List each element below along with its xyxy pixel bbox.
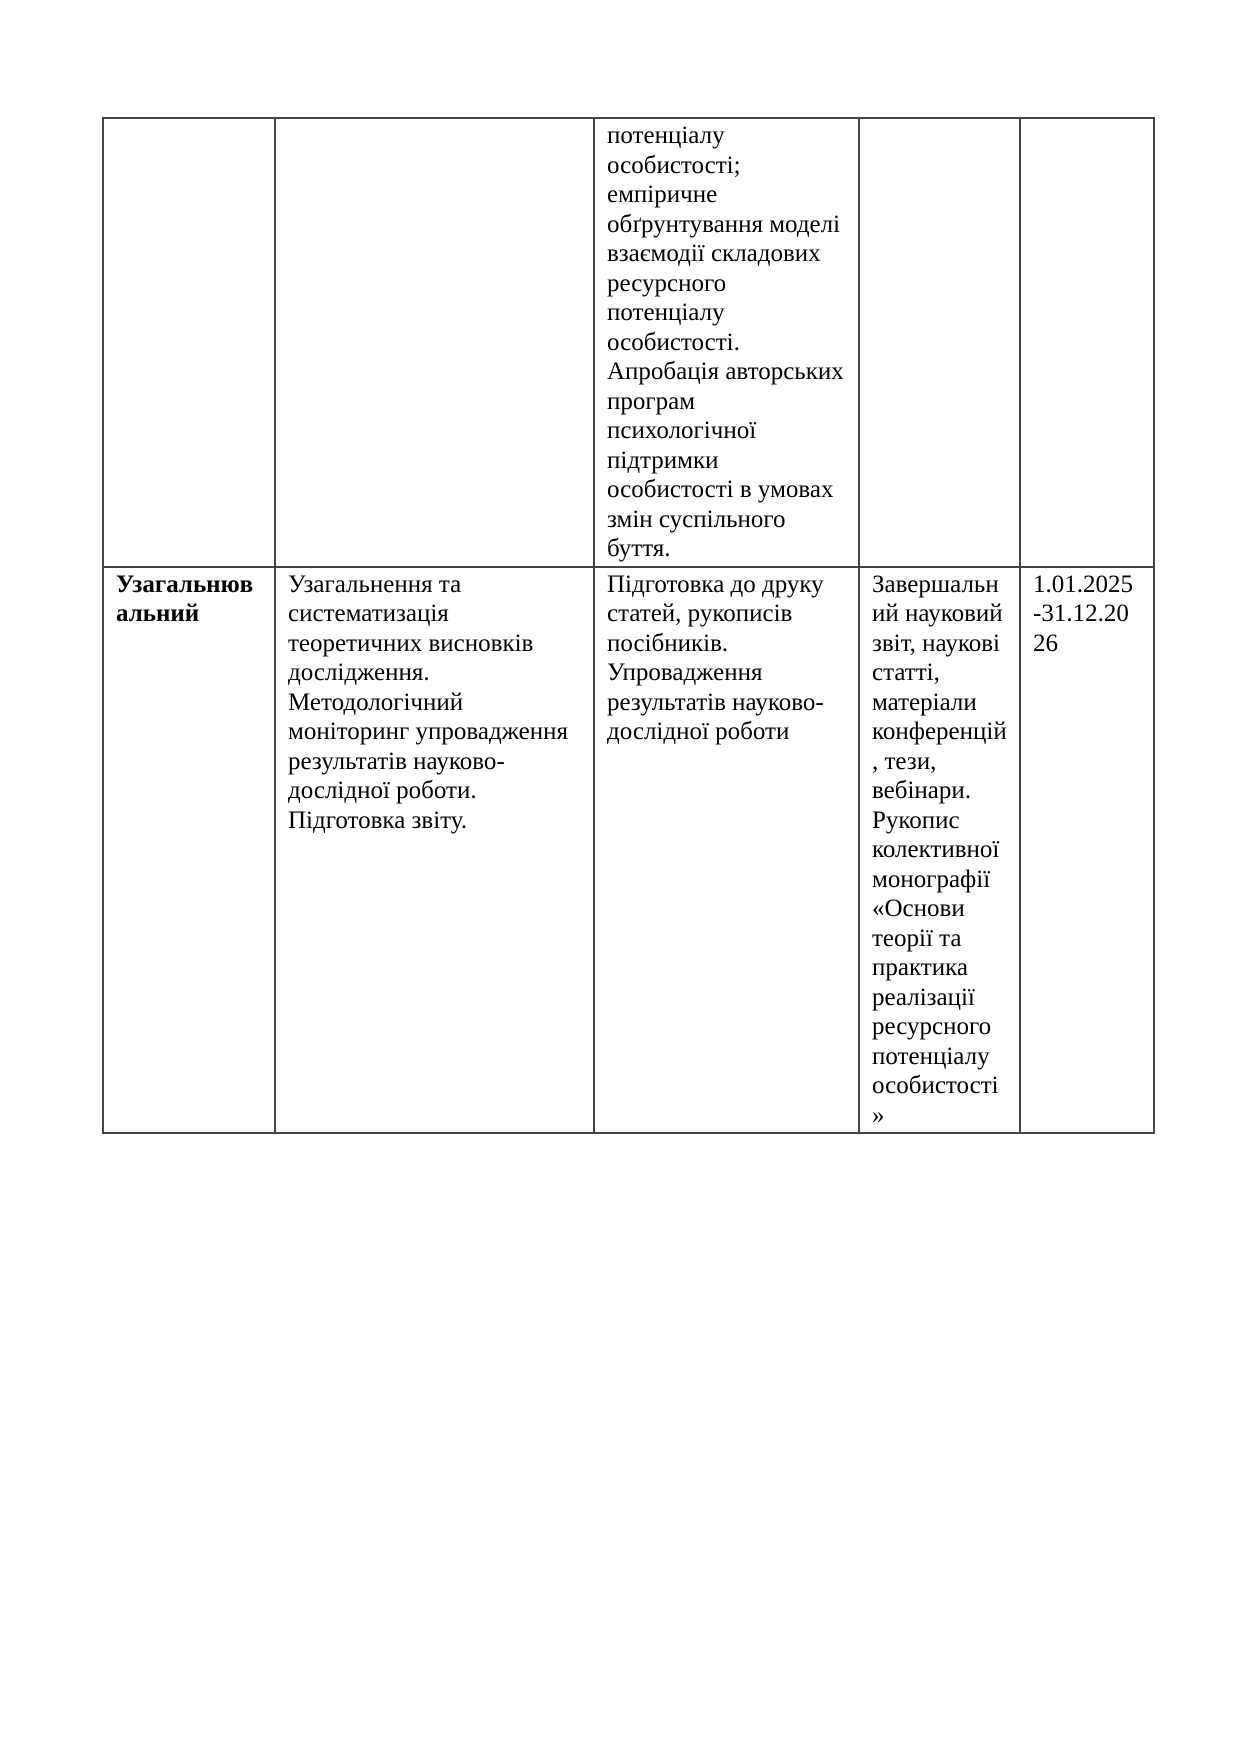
work-content-cell bbox=[275, 118, 594, 567]
term-cell bbox=[1020, 118, 1154, 567]
stage-cell: Узагальнювальний bbox=[103, 567, 275, 1134]
expected-results-cell: Завершальний науковий звіт, наукові статті, матеріали конференцій, тези, вебінари. Рукопис колективної монографії «Основи теорії та практика реалізації ресурсного потенціалу особистості» bbox=[859, 567, 1020, 1134]
term-cell: 1.01.2025-31.12.2026 bbox=[1020, 567, 1154, 1134]
table-row bbox=[103, 567, 1154, 1134]
activities-cell: потенціалу особистості; емпіричне обґрунтування моделі взаємодії складових ресурсного потенціалу особистості. Апробація авторських програм психологічної підтримки особистості в умовах змін суспільного буття. bbox=[594, 118, 859, 567]
expected-results-cell bbox=[859, 118, 1020, 567]
activities-cell: Підготовка до друку статей, рукописів посібників. Упровадження результатів науково-дослідної роботи bbox=[594, 567, 859, 1134]
work-content-cell: Узагальнення та систематизація теоретичних висновків дослідження. Методологічний моніторинг упровадження результатів науково-дослідної роботи. Підготовка звіту. bbox=[275, 567, 594, 1134]
research-plan-table bbox=[102, 117, 1155, 1134]
stage-cell bbox=[103, 118, 275, 567]
table-row bbox=[103, 118, 1154, 567]
